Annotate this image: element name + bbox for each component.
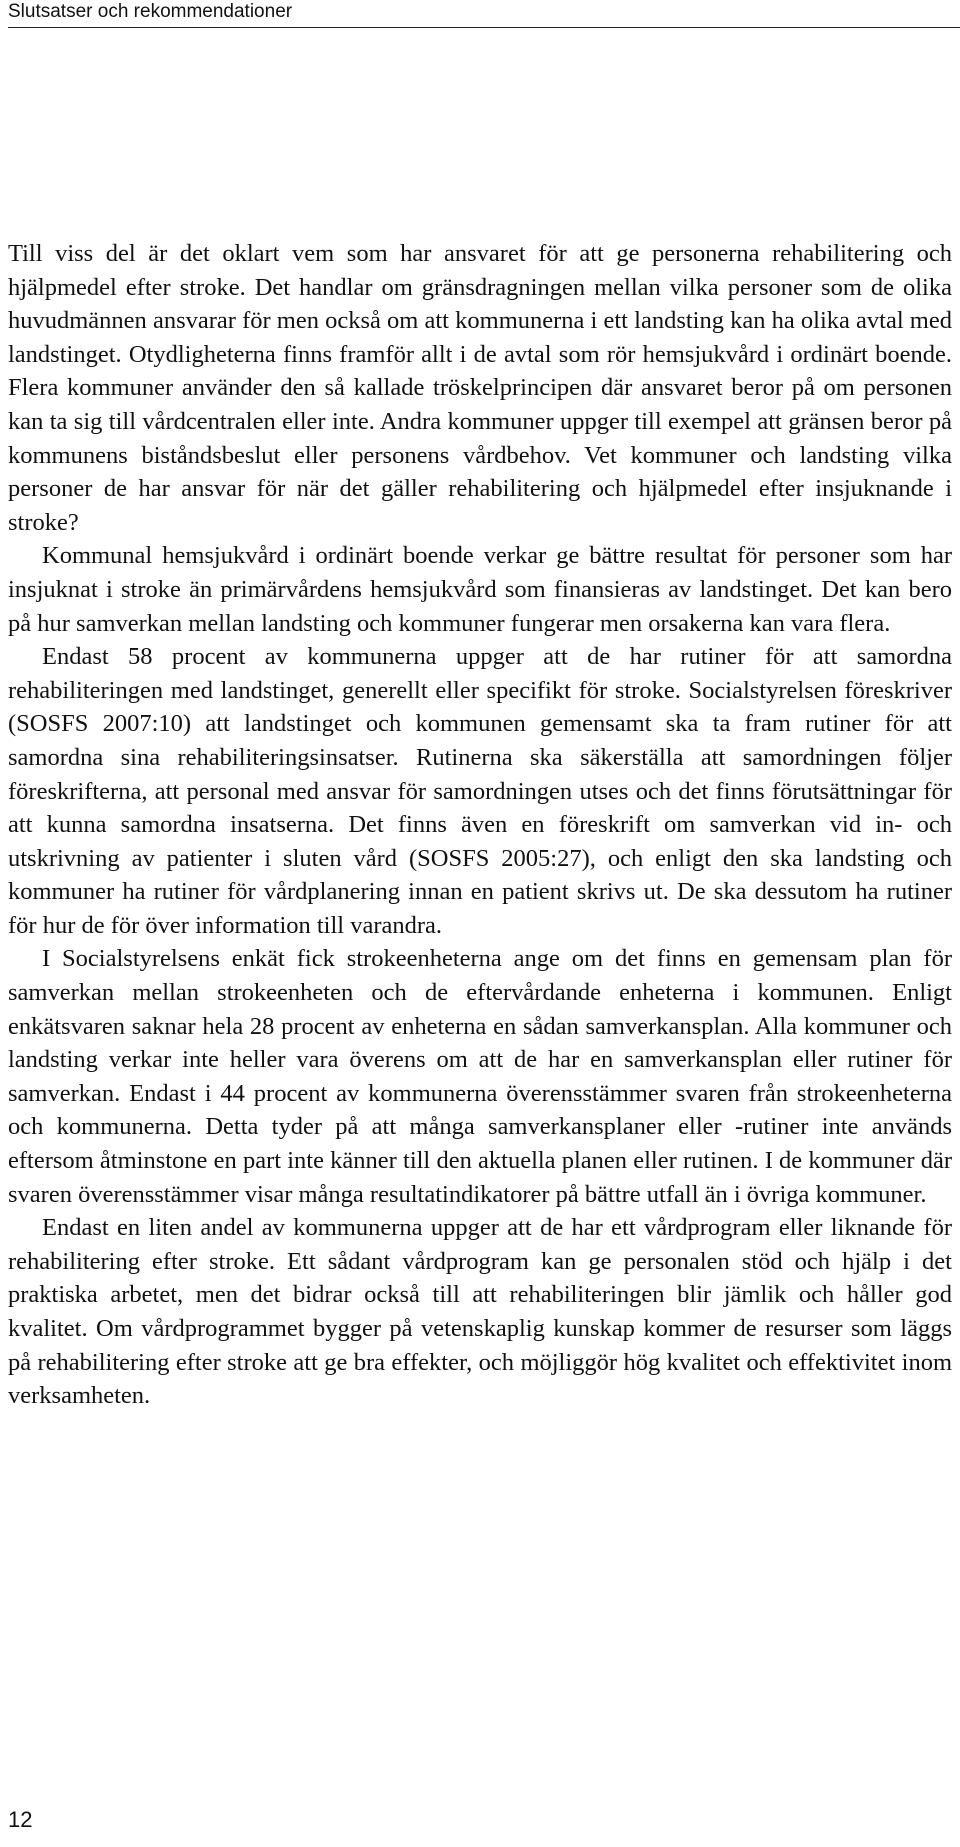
body-text xyxy=(8,237,952,1413)
paragraph: Endast en liten andel av kommunerna uppger att de har ett vårdprogram eller liknande för rehabilitering efter stroke. Ett sådant vårdprogram kan ge personalen stöd och hjälp i det praktiska arbetet, men det bidrar också till att rehabiliteringen blir jämlik och håller god kvalitet. Om vårdprogrammet bygger på vetenskaplig kunskap kommer de resurser som läggs på rehabilitering efter stroke att ge bra effekter, och möjliggör hög kvalitet och effektivitet inom verksamheten. xyxy=(8,1214,952,1410)
paragraph: Till viss del är det oklart vem som har ansvaret för att ge personerna rehabilitering och hjälpmedel efter stroke. Det handlar om gränsdragningen mellan vilka personer som de olika huvudmännen ansvarar för men också om att kommunerna i ett landsting kan ha olika avtal med landstinget. Otydligheterna finns framför allt i de avtal som rör hemsjukvård i ordinärt boende. Flera kommuner använder den så kallade tröskelprincipen där ansvaret beror på om personen kan ta sig till vårdcentralen eller inte. Andra kommuner uppger till exempel att gränsen beror på kommunens biståndsbeslut eller personens vårdbehov. Vet kommuner och landsting vilka personer de har ansvar för när det gäller rehabilitering och hjälpmedel efter insjuknande i stroke? xyxy=(8,240,952,536)
paragraph: I Socialstyrelsens enkät fick strokeenheterna ange om det finns en gemensam plan för samverkan mellan strokeenheten och de eftervårdande enheterna i kommunen. Enligt enkätsvaren saknar hela 28 procent av enheterna en sådan samverkansplan. Alla kommuner och landsting verkar inte heller vara överens om att de har en samverkansplan eller rutiner för samverkan. Endast i 44 procent av kommunerna överensstämmer svaren från strokeenheterna och kommunerna. Detta tyder på att många samverkansplaner eller -rutiner inte används eftersom åtminstone en part inte känner till den aktuella planen eller rutinen. I de kommuner där svaren överensstämmer visar många resultatindikatorer på bättre utfall än i övriga kommuner. xyxy=(8,945,952,1208)
page-number: 12 xyxy=(8,1807,33,1832)
header-rule xyxy=(8,27,960,28)
running-header: Slutsatser och rekommendationer xyxy=(8,1,293,22)
paragraph: Endast 58 procent av kommunerna uppger att de har rutiner för att samordna rehabiliteringen med landstinget, generellt eller specifikt för stroke. Socialstyrelsen föreskriver (SOSFS 2007:10) att landstinget och kommunen gemensamt ska ta fram rutiner för att samordna sina rehabiliteringsinsatser. Rutinerna ska säkerställa att samordningen följer föreskrifterna, att personal med ansvar för samordningen utses och det finns förutsättningar för att kunna samordna insatserna. Det finns även en föreskrift om samverkan vid in- och utskrivning av patienter i sluten vård (SOSFS 2005:27), och enligt den ska landsting och kommuner ha rutiner för vårdplanering innan en patient skrivs ut. De ska dessutom ha rutiner för hur de för över information till varandra. xyxy=(8,643,952,939)
paragraph: Kommunal hemsjukvård i ordinärt boende verkar ge bättre resultat för personer som har insjuknat i stroke än primärvårdens hemsjukvård som finansieras av landstinget. Det kan bero på hur samverkan mellan landsting och kommuner fungerar men orsakerna kan vara flera. xyxy=(8,542,952,637)
